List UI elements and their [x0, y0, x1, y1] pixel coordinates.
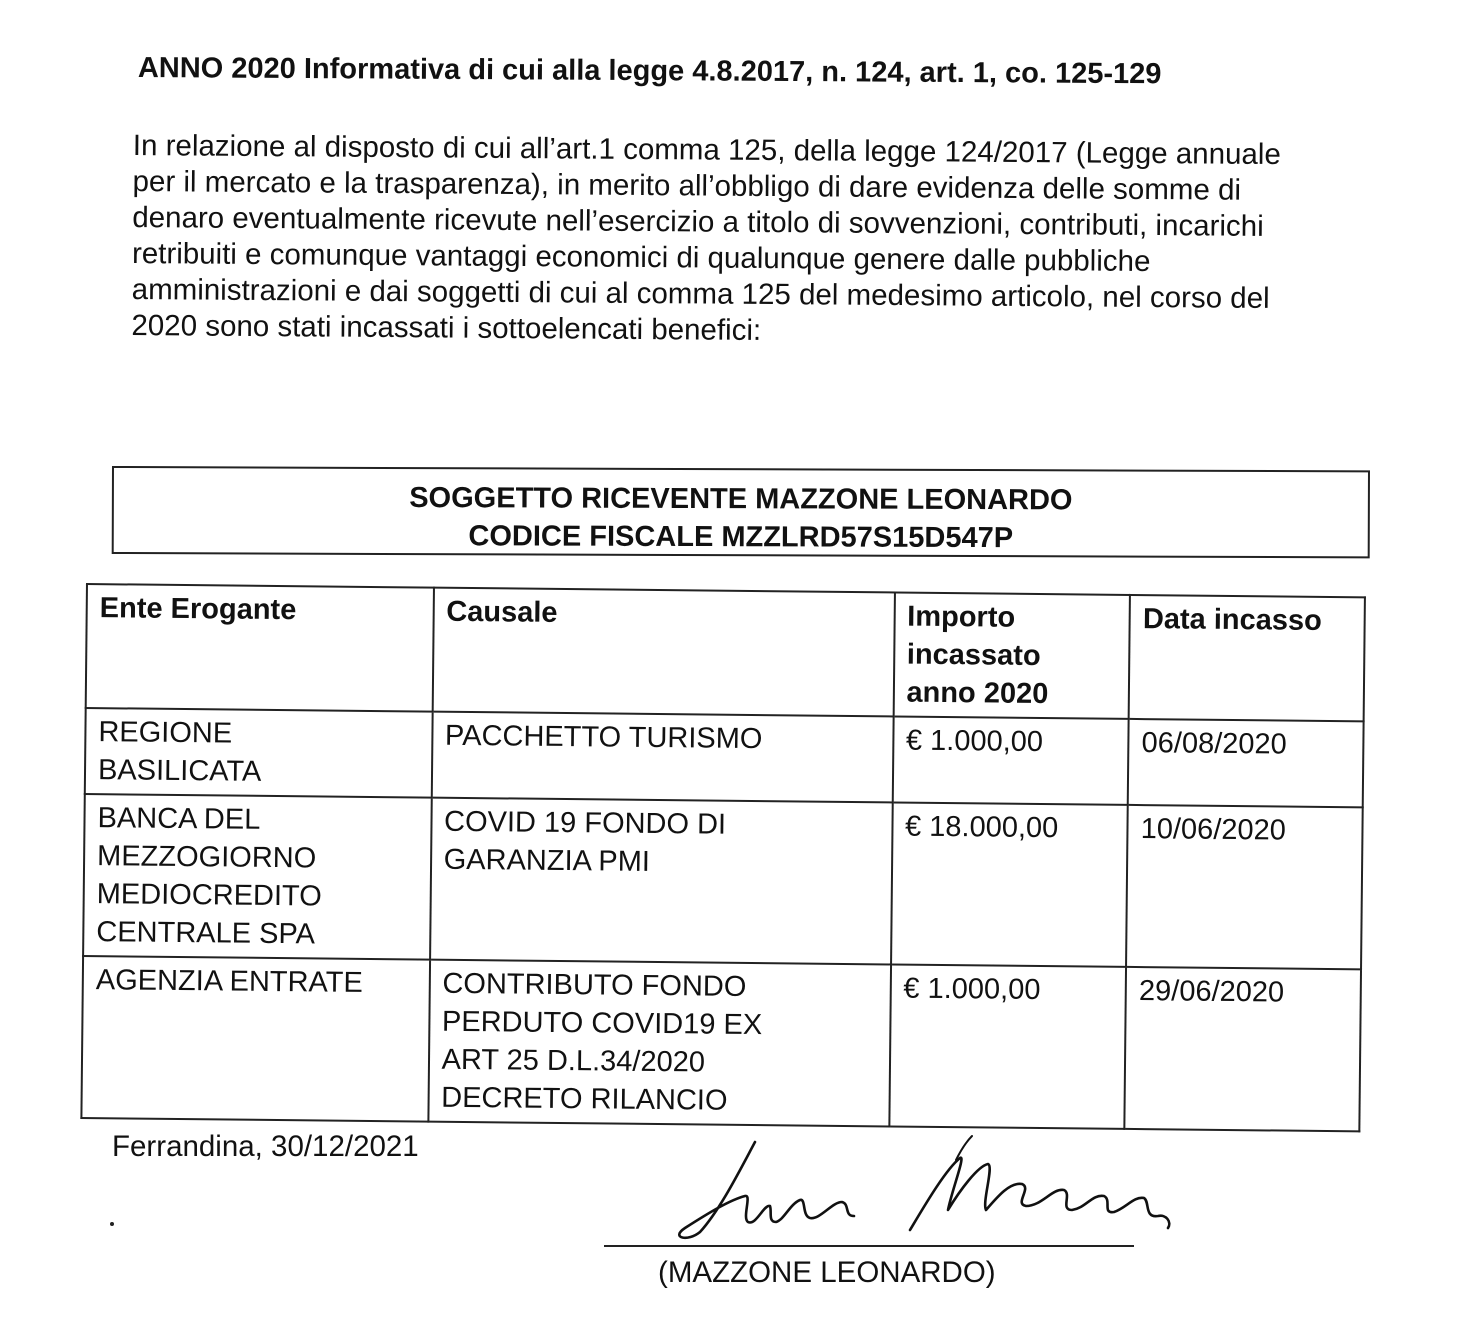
signer-name: (MAZZONE LEONARDO)	[658, 1256, 996, 1289]
cell-line: CENTRALE SPA	[96, 916, 316, 951]
recipient-tax-code: CODICE FISCALE MZZLRD57S15D547P	[468, 520, 1014, 555]
intro-line: In relazione al disposto di cui all’art.1 comma 125, della legge 124/2017 (Legge annuale	[132, 128, 1281, 172]
cell-ente	[81, 956, 429, 1122]
cell-data: 06/08/2020	[1128, 719, 1364, 807]
intro-line: retribuiti e comunque vantaggi economici di qualunque genere dalle pubbliche	[131, 236, 1151, 278]
benefits-table	[80, 583, 1366, 1132]
cell-line: BANCA DEL	[97, 802, 261, 836]
cell-causale	[428, 960, 891, 1127]
table-header-row	[86, 584, 1365, 721]
cell-line: COVID 19 FONDO DI	[443, 805, 727, 841]
intro-line: denaro eventualmente ricevute nell’esercizio a titolo di sovvenzioni, contributi, incarichi	[132, 200, 1264, 243]
scan-speck	[110, 1222, 114, 1226]
table-row	[81, 956, 1361, 1131]
recipient-name: SOGGETTO RICEVENTE MAZZONE LEONARDO	[409, 482, 1073, 517]
benefits-table-wrapper	[80, 583, 1366, 1132]
cell-line: AGENZIA ENTRATE	[95, 964, 363, 999]
cell-line: DECRETO RILANCIO	[441, 1081, 728, 1117]
recipient-box	[112, 466, 1370, 558]
cell-ente	[83, 794, 431, 960]
intro-line: per il mercato e la trasparenza), in merito all’obbligo di dare evidenza delle somme di	[132, 164, 1242, 207]
header-ente-erogante: Ente Erogante	[86, 584, 434, 712]
header-importo-line: anno 2020	[906, 676, 1049, 711]
cell-causale	[431, 712, 893, 803]
intro-line: amministrazioni e dai soggetti di cui al comma 125 del medesimo articolo, nel corso del	[131, 272, 1270, 315]
header-data-incasso: Data incasso	[1129, 595, 1365, 721]
cell-importo: € 18.000,00	[891, 802, 1128, 966]
cell-line: BASILICATA	[97, 754, 262, 788]
table-row	[83, 794, 1363, 969]
header-causale: Causale	[432, 588, 894, 717]
cell-line: ART 25 D.L.34/2020	[441, 1043, 706, 1079]
place-date: Ferrandina, 30/12/2021	[112, 1130, 419, 1163]
cell-ente	[85, 708, 432, 798]
table-row	[85, 708, 1364, 807]
cell-line: CONTRIBUTO FONDO	[442, 967, 747, 1003]
cell-importo: € 1.000,00	[889, 964, 1126, 1128]
document-title: ANNO 2020 Informativa di cui alla legge 4.8.2017, n. 124, art. 1, co. 125-129	[137, 52, 1162, 91]
signature-line	[604, 1245, 1134, 1247]
header-importo	[893, 592, 1130, 718]
header-importo-line: Importo	[907, 600, 1016, 634]
cell-data: 10/06/2020	[1126, 805, 1362, 969]
cell-line: MEZZOGIORNO	[96, 840, 317, 875]
intro-line: 2020 sono stati incassati i sottoelencati benefici:	[131, 308, 762, 347]
intro-paragraph	[131, 128, 1433, 354]
cell-line: PERDUTO COVID19 EX	[441, 1005, 763, 1042]
cell-line: GARANZIA PMI	[443, 843, 651, 878]
cell-causale	[430, 798, 893, 965]
cell-line: PACCHETTO TURISMO	[444, 719, 763, 756]
cell-line: REGIONE	[98, 716, 233, 750]
header-importo-line: incassato	[906, 638, 1041, 672]
cell-importo: € 1.000,00	[892, 716, 1129, 804]
handwritten-signature	[660, 1130, 1180, 1245]
cell-data: 29/06/2020	[1125, 967, 1361, 1131]
cell-line: MEDIOCREDITO	[96, 878, 322, 913]
